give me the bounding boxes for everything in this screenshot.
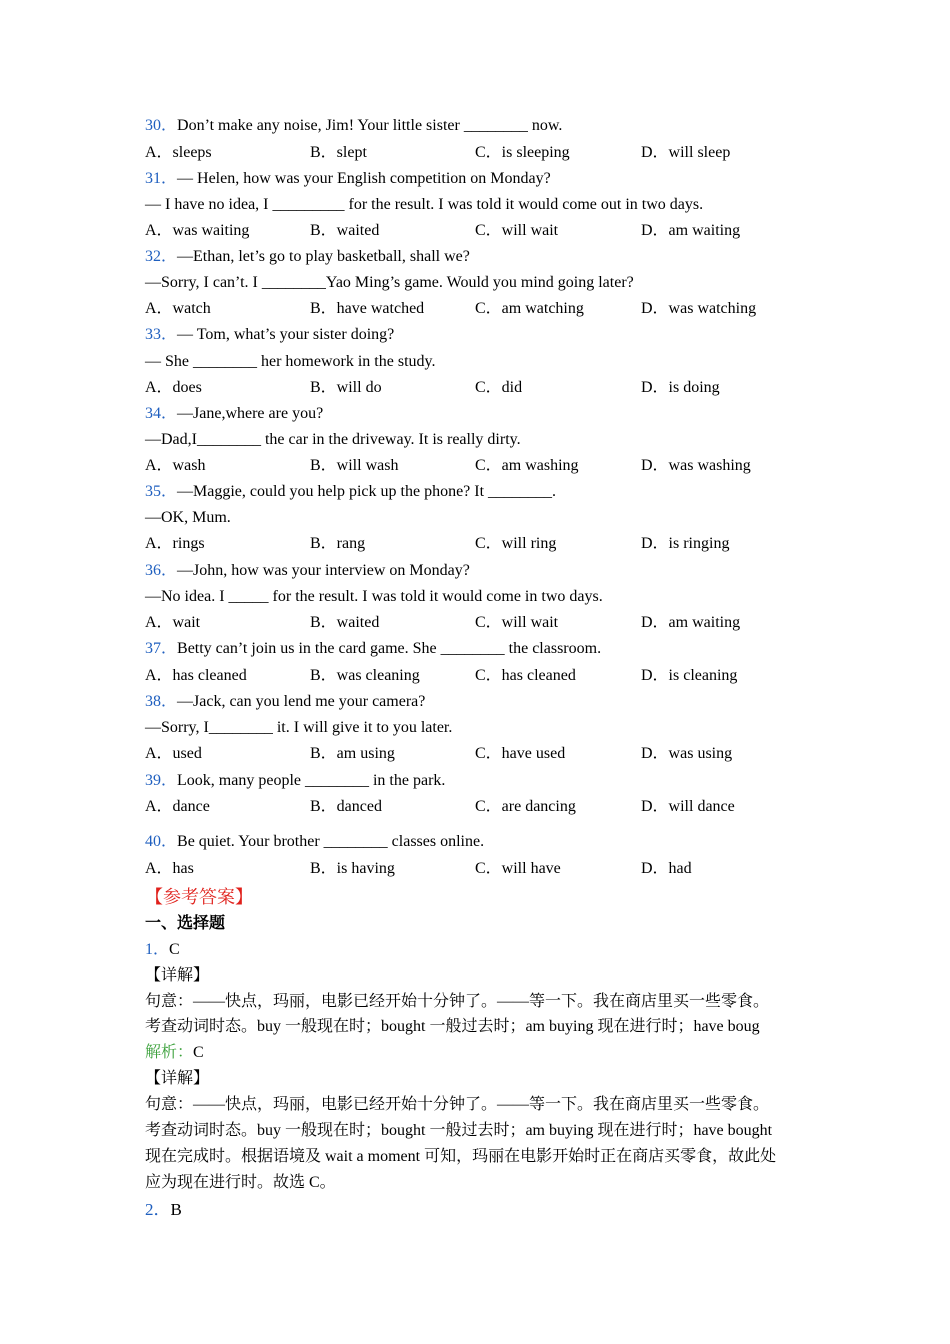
option-d: D．was watching xyxy=(641,300,757,317)
option-b: B．am using xyxy=(310,745,395,762)
option-b: B．is having xyxy=(310,860,395,877)
question-36-options xyxy=(145,613,845,633)
question-text: —Maggie, could you help pick up the phone? It ________. xyxy=(177,483,557,500)
question-35-options xyxy=(145,534,845,554)
question-text: Be quiet. Your brother ________ classes online. xyxy=(177,833,485,850)
option-d: D．am waiting xyxy=(641,222,741,239)
detail-text: 句意：——快点，玛丽，电影已经开始十分钟了。——等一下。我在商店里买一些零食。 xyxy=(145,993,770,1010)
option-c: C．have used xyxy=(475,745,566,762)
option-d: D．was washing xyxy=(641,457,751,474)
option-c: C．will wait xyxy=(475,222,559,239)
detail-text: 应为现在进行时。故选 C。 xyxy=(145,1174,336,1191)
question-32-options xyxy=(145,299,845,319)
answer-value: B xyxy=(170,1200,182,1219)
question-36-reply: —No idea. I _____ for the result. I was told it would come in two days. xyxy=(145,588,603,605)
question-text: — Helen, how was your English competition on Monday? xyxy=(177,170,551,187)
question-number: 37． xyxy=(145,640,178,657)
question-number: 38． xyxy=(145,693,178,710)
option-c: C．am watching xyxy=(475,300,584,317)
question-38-reply: —Sorry, I________ it. I will give it to you later. xyxy=(145,719,453,736)
detail-text: 句意：——快点，玛丽，电影已经开始十分钟了。——等一下。我在商店里买一些零食。 xyxy=(145,1096,770,1113)
question-35-reply: —OK, Mum. xyxy=(145,509,231,526)
question-38-options xyxy=(145,744,845,764)
question-number: 36． xyxy=(145,562,178,579)
question-text: — Tom, what’s your sister doing? xyxy=(177,326,395,343)
option-b: B．will do xyxy=(310,379,382,396)
question-34-options xyxy=(145,456,845,476)
option-c: C．will ring xyxy=(475,535,557,552)
option-a: A．has cleaned xyxy=(145,667,247,684)
answer-1 xyxy=(145,940,180,960)
analysis-label: 解析： xyxy=(145,1044,194,1061)
question-35-stem xyxy=(145,482,556,502)
question-32-stem xyxy=(145,247,470,267)
option-c: C．are dancing xyxy=(475,798,576,815)
analysis-value: C xyxy=(193,1044,204,1061)
option-c: C．did xyxy=(475,379,523,396)
option-b: B．will wash xyxy=(310,457,399,474)
option-a: A．wash xyxy=(145,457,206,474)
section-heading: 一、选择题 xyxy=(145,915,226,932)
option-b: B．waited xyxy=(310,614,380,631)
detail-label: 【详解】 xyxy=(145,967,210,984)
option-b: B．have watched xyxy=(310,300,425,317)
question-number: 33． xyxy=(145,326,178,343)
option-a: A．dance xyxy=(145,798,210,815)
option-d: D．had xyxy=(641,860,692,877)
answer-number: 2． xyxy=(145,1200,171,1219)
answer-key-heading: 【参考答案】 xyxy=(145,887,253,907)
question-36-stem xyxy=(145,561,470,581)
option-a: A．sleeps xyxy=(145,144,212,161)
option-d: D．is ringing xyxy=(641,535,730,552)
option-c: C．am washing xyxy=(475,457,579,474)
option-a: A．used xyxy=(145,745,202,762)
question-33-stem xyxy=(145,325,394,345)
option-c: C．will have xyxy=(475,860,561,877)
question-text: —John, how was your interview on Monday? xyxy=(177,562,470,579)
option-b: B．slept xyxy=(310,144,367,161)
option-b: B．waited xyxy=(310,222,380,239)
option-d: D．will dance xyxy=(641,798,735,815)
question-number: 35． xyxy=(145,483,178,500)
question-31-stem xyxy=(145,169,551,189)
option-a: A．rings xyxy=(145,535,205,552)
question-30-stem xyxy=(145,116,562,136)
question-32-reply: —Sorry, I can’t. I ________Yao Ming’s game. Would you mind going later? xyxy=(145,274,634,291)
question-31-reply: — I have no idea, I _________ for the result. I was told it would come out in two days. xyxy=(145,196,704,213)
option-a: A．was waiting xyxy=(145,222,250,239)
question-text: —Ethan, let’s go to play basketball, shall we? xyxy=(177,248,470,265)
question-39-stem xyxy=(145,771,445,791)
question-31-options xyxy=(145,221,845,241)
analysis-line xyxy=(145,1043,204,1063)
option-d: D．will sleep xyxy=(641,144,731,161)
option-b: B．danced xyxy=(310,798,382,815)
question-text: Betty can’t join us in the card game. She ________ the classroom. xyxy=(177,640,602,657)
question-number: 39． xyxy=(145,772,178,789)
question-text: —Jack, can you lend me your camera? xyxy=(177,693,426,710)
answer-2 xyxy=(145,1200,182,1220)
option-a: A．wait xyxy=(145,614,201,631)
question-number: 30． xyxy=(145,117,178,134)
question-37-stem xyxy=(145,639,601,659)
option-b: B．was cleaning xyxy=(310,667,420,684)
question-33-reply: — She ________ her homework in the study. xyxy=(145,353,436,370)
option-d: D．was using xyxy=(641,745,733,762)
question-number: 32． xyxy=(145,248,178,265)
detail-text: 考查动词时态。buy 一般现在时；bought 一般过去时；am buying 现在进行时；have boug xyxy=(145,1018,760,1035)
question-34-reply: —Dad,I________ the car in the driveway. It is really dirty. xyxy=(145,431,521,448)
question-text: Look, many people ________ in the park. xyxy=(177,772,446,789)
question-40-stem xyxy=(145,832,484,852)
option-c: C．is sleeping xyxy=(475,144,570,161)
detail-label: 【详解】 xyxy=(145,1070,210,1087)
option-a: A．has xyxy=(145,860,194,877)
question-40-options xyxy=(145,859,845,879)
question-number: 34． xyxy=(145,405,178,422)
option-d: D．is cleaning xyxy=(641,667,738,684)
question-number: 31． xyxy=(145,170,178,187)
question-37-options xyxy=(145,666,845,686)
detail-text: 现在完成时。根据语境及 wait a moment 可知，玛丽在电影开始时正在商店买零食，故此处 xyxy=(145,1148,777,1165)
question-text: —Jane,where are you? xyxy=(177,405,324,422)
detail-text: 考查动词时态。buy 一般现在时；bought 一般过去时；am buying 现在进行时；have bought xyxy=(145,1122,773,1139)
question-33-options xyxy=(145,378,845,398)
answer-value: C xyxy=(169,941,180,958)
option-c: C．will wait xyxy=(475,614,559,631)
option-d: D．am waiting xyxy=(641,614,741,631)
answer-number: 1． xyxy=(145,941,170,958)
question-34-stem xyxy=(145,404,323,424)
question-number: 40． xyxy=(145,833,178,850)
question-30-options xyxy=(145,143,845,163)
option-b: B．rang xyxy=(310,535,366,552)
option-a: A．does xyxy=(145,379,202,396)
option-c: C．has cleaned xyxy=(475,667,576,684)
question-38-stem xyxy=(145,692,425,712)
option-a: A．watch xyxy=(145,300,211,317)
question-39-options xyxy=(145,797,845,817)
option-d: D．is doing xyxy=(641,379,720,396)
question-text: Don’t make any noise, Jim! Your little sister ________ now. xyxy=(177,117,563,134)
